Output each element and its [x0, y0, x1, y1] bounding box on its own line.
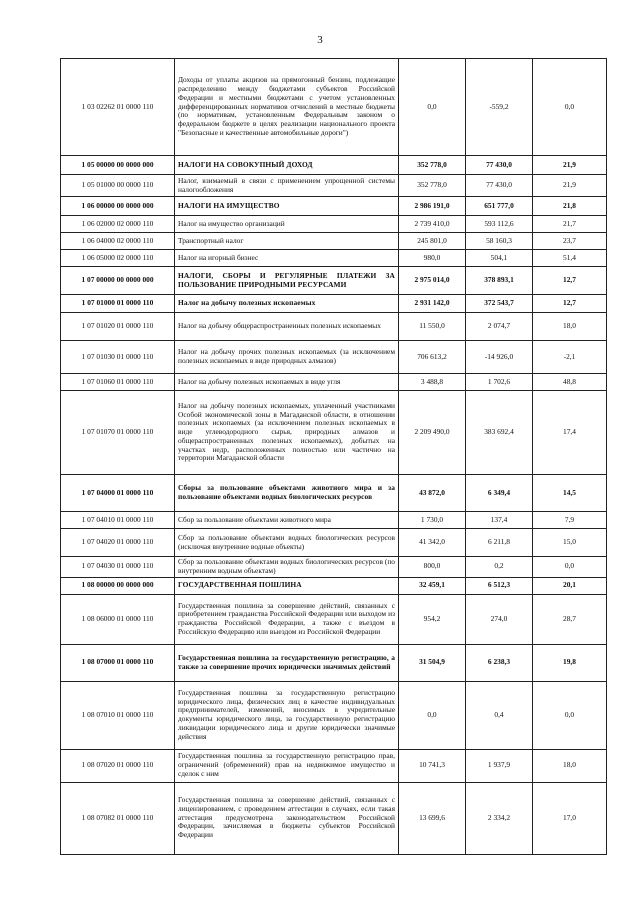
page-number: 3	[317, 34, 323, 46]
table-row	[61, 197, 607, 216]
budget-code-cell: 1 07 01000 01 0000 110	[61, 295, 175, 313]
revenue-name-cell: Сбор за пользование объектами водных биологических ресурсов (по внутренним водным объектам)	[175, 557, 399, 578]
table-row	[61, 577, 607, 594]
revenue-name-cell: НАЛОГИ НА ИМУЩЕСТВО	[175, 197, 399, 216]
budget-code-cell: 1 07 04000 01 0000 110	[61, 475, 175, 512]
plan-amount-cell: 11 550,0	[399, 313, 466, 341]
fact-amount-cell: 504,1	[466, 250, 533, 267]
table-row	[61, 59, 607, 156]
table-row	[61, 250, 607, 267]
fact-amount-cell: 77 430,0	[466, 175, 533, 197]
budget-code-cell: 1 08 06000 01 0000 110	[61, 594, 175, 644]
revenue-name-cell: Налог на добычу полезных ископаемых в виде угля	[175, 374, 399, 391]
plan-amount-cell: 352 778,0	[399, 175, 466, 197]
plan-amount-cell: 0,0	[399, 681, 466, 749]
fact-amount-cell: 1 702,6	[466, 374, 533, 391]
budget-code-cell: 1 07 04010 01 0000 110	[61, 512, 175, 529]
plan-amount-cell: 41 342,0	[399, 529, 466, 557]
fact-amount-cell: -14 926,0	[466, 341, 533, 374]
table-row	[61, 594, 607, 644]
table-row	[61, 749, 607, 782]
table-row	[61, 374, 607, 391]
fact-amount-cell: 274,0	[466, 594, 533, 644]
revenue-name-cell: Государственная пошлина за совершение действий, связанных с приобретением гражданства Российской Федерации или выходом из гражданства Российской Федерации, а также с въездом в Российскую Федерацию или выездом из Российской Федерации	[175, 594, 399, 644]
plan-amount-cell: 3 488,8	[399, 374, 466, 391]
budget-code-cell: 1 07 00000 00 0000 000	[61, 267, 175, 295]
execution-percent-cell: 28,7	[533, 594, 607, 644]
revenue-name-cell: Государственная пошлина за государственную регистрацию, а также за совершение прочих юридически значимых действий	[175, 644, 399, 681]
budget-code-cell: 1 03 02262 01 0000 110	[61, 59, 175, 156]
table-row	[61, 681, 607, 749]
fact-amount-cell: 2 074,7	[466, 313, 533, 341]
revenue-name-cell: Сборы за пользование объектами животного мира и за пользование объектами водных биологических ресурсов	[175, 475, 399, 512]
revenue-name-cell: Сбор за пользование объектами животного мира	[175, 512, 399, 529]
table-row	[61, 512, 607, 529]
budget-code-cell: 1 05 01000 00 0000 110	[61, 175, 175, 197]
execution-percent-cell: 15,0	[533, 529, 607, 557]
budget-code-cell: 1 06 05000 02 0000 110	[61, 250, 175, 267]
plan-amount-cell: 2 739 410,0	[399, 216, 466, 233]
execution-percent-cell: 18,0	[533, 313, 607, 341]
plan-amount-cell: 706 613,2	[399, 341, 466, 374]
execution-percent-cell: 7,9	[533, 512, 607, 529]
revenue-name-cell: Транспортный налог	[175, 233, 399, 250]
fact-amount-cell: 378 893,1	[466, 267, 533, 295]
table-row	[61, 557, 607, 578]
table-row	[61, 475, 607, 512]
budget-code-cell: 1 08 07000 01 0000 110	[61, 644, 175, 681]
table-body	[61, 59, 607, 855]
plan-amount-cell: 980,0	[399, 250, 466, 267]
plan-amount-cell: 954,2	[399, 594, 466, 644]
table-row	[61, 295, 607, 313]
table-row	[61, 175, 607, 197]
table-row	[61, 216, 607, 233]
execution-percent-cell: 14,5	[533, 475, 607, 512]
revenue-name-cell: Налог на игорный бизнес	[175, 250, 399, 267]
execution-percent-cell: 51,4	[533, 250, 607, 267]
table-row	[61, 529, 607, 557]
revenue-name-cell: Налог на добычу полезных ископаемых, уплаченный участниками Особой экономической зоны в Магаданской области, в отношении полезных ископаемых (за исключением полезных ископаемых в виде углеводородного сырья, природных алмазов и общераспространенных полезных ископаемых), добытых на участках недр, расположенных полностью или частично на территории Магаданской области	[175, 391, 399, 475]
budget-code-cell: 1 05 00000 00 0000 000	[61, 156, 175, 175]
plan-amount-cell: 0,0	[399, 59, 466, 156]
fact-amount-cell: 6 349,4	[466, 475, 533, 512]
budget-code-cell: 1 07 01070 01 0000 110	[61, 391, 175, 475]
table-row	[61, 156, 607, 175]
execution-percent-cell: 20,1	[533, 577, 607, 594]
budget-code-cell: 1 07 01020 01 0000 110	[61, 313, 175, 341]
fact-amount-cell: 6 512,3	[466, 577, 533, 594]
revenue-table	[60, 58, 607, 855]
revenue-name-cell: Сбор за пользование объектами водных биологических ресурсов (исключая внутренние водные объекты)	[175, 529, 399, 557]
revenue-name-cell: Государственная пошлина за государственную регистрацию прав, ограничений (обременений) прав на недвижимое имущество и сделок с ним	[175, 749, 399, 782]
plan-amount-cell: 2 209 490,0	[399, 391, 466, 475]
fact-amount-cell: 372 543,7	[466, 295, 533, 313]
table-row	[61, 644, 607, 681]
fact-amount-cell: 77 430,0	[466, 156, 533, 175]
table-row	[61, 391, 607, 475]
budget-code-cell: 1 08 07082 01 0000 110	[61, 782, 175, 854]
execution-percent-cell: 21,7	[533, 216, 607, 233]
execution-percent-cell: 18,0	[533, 749, 607, 782]
fact-amount-cell: 137,4	[466, 512, 533, 529]
execution-percent-cell: 48,8	[533, 374, 607, 391]
budget-code-cell: 1 07 01030 01 0000 110	[61, 341, 175, 374]
revenue-name-cell: НАЛОГИ, СБОРЫ И РЕГУЛЯРНЫЕ ПЛАТЕЖИ ЗА ПОЛЬЗОВАНИЕ ПРИРОДНЫМИ РЕСУРСАМИ	[175, 267, 399, 295]
revenue-name-cell: Налог на добычу полезных ископаемых	[175, 295, 399, 313]
execution-percent-cell: 0,0	[533, 557, 607, 578]
revenue-name-cell: Доходы от уплаты акцизов на прямогонный бензин, подлежащие распределению между бюджетами субъектов Российской Федерации и местными бюджетами с учетом установленных дифференцированных нормативов отчислений в местные бюджеты (по нормативам, установленным Федеральным законом о федеральном бюджете в целях реализации национального проекта "Безопасные и качественные автомобильные дороги")	[175, 59, 399, 156]
revenue-name-cell: ГОСУДАРСТВЕННАЯ ПОШЛИНА	[175, 577, 399, 594]
plan-amount-cell: 245 801,0	[399, 233, 466, 250]
execution-percent-cell: 21,9	[533, 175, 607, 197]
fact-amount-cell: 6 238,3	[466, 644, 533, 681]
plan-amount-cell: 32 459,1	[399, 577, 466, 594]
fact-amount-cell: 0,2	[466, 557, 533, 578]
table-row	[61, 313, 607, 341]
plan-amount-cell: 2 975 014,0	[399, 267, 466, 295]
budget-code-cell: 1 07 04020 01 0000 110	[61, 529, 175, 557]
revenue-name-cell: Налог на имущество организаций	[175, 216, 399, 233]
budget-code-cell: 1 08 07020 01 0000 110	[61, 749, 175, 782]
table-row	[61, 782, 607, 854]
revenue-name-cell: Налог, взимаемый в связи с применением упрощенной системы налогообложения	[175, 175, 399, 197]
execution-percent-cell: -2,1	[533, 341, 607, 374]
table-row	[61, 267, 607, 295]
execution-percent-cell: 17,4	[533, 391, 607, 475]
plan-amount-cell: 10 741,3	[399, 749, 466, 782]
execution-percent-cell: 0,0	[533, 681, 607, 749]
fact-amount-cell: 2 334,2	[466, 782, 533, 854]
execution-percent-cell: 23,7	[533, 233, 607, 250]
revenue-name-cell: НАЛОГИ НА СОВОКУПНЫЙ ДОХОД	[175, 156, 399, 175]
revenue-name-cell: Налог на добычу прочих полезных ископаемых (за исключением полезных ископаемых в виде природных алмазов)	[175, 341, 399, 374]
fact-amount-cell: 58 160,3	[466, 233, 533, 250]
execution-percent-cell: 19,8	[533, 644, 607, 681]
plan-amount-cell: 43 872,0	[399, 475, 466, 512]
budget-code-cell: 1 08 07010 01 0000 110	[61, 681, 175, 749]
plan-amount-cell: 352 778,0	[399, 156, 466, 175]
fact-amount-cell: 651 777,0	[466, 197, 533, 216]
budget-code-cell: 1 06 00000 00 0000 000	[61, 197, 175, 216]
plan-amount-cell: 31 504,9	[399, 644, 466, 681]
fact-amount-cell: 593 112,6	[466, 216, 533, 233]
budget-code-cell: 1 06 04000 02 0000 110	[61, 233, 175, 250]
plan-amount-cell: 1 730,0	[399, 512, 466, 529]
fact-amount-cell: 1 937,9	[466, 749, 533, 782]
table-row	[61, 341, 607, 374]
execution-percent-cell: 0,0	[533, 59, 607, 156]
fact-amount-cell: 383 692,4	[466, 391, 533, 475]
revenue-name-cell: Государственная пошлина за совершение действий, связанных с лицензированием, с проведением аттестации в случаях, если такая аттестация предусмотрена законодательством Российской Федерации, зачисляемая в бюджеты субъектов Российской Федерации	[175, 782, 399, 854]
execution-percent-cell: 21,9	[533, 156, 607, 175]
budget-code-cell: 1 07 04030 01 0000 110	[61, 557, 175, 578]
fact-amount-cell: 0,4	[466, 681, 533, 749]
execution-percent-cell: 21,8	[533, 197, 607, 216]
plan-amount-cell: 800,0	[399, 557, 466, 578]
execution-percent-cell: 12,7	[533, 267, 607, 295]
fact-amount-cell: 6 211,8	[466, 529, 533, 557]
budget-code-cell: 1 08 00000 00 0000 000	[61, 577, 175, 594]
fact-amount-cell: -559,2	[466, 59, 533, 156]
plan-amount-cell: 13 699,6	[399, 782, 466, 854]
execution-percent-cell: 17,0	[533, 782, 607, 854]
revenue-name-cell: Государственная пошлина за государственную регистрацию юридического лица, физических лиц в качестве индивидуальных предпринимателей, изменений, вносимых в учредительные документы юридического лица, за государственную регистрацию ликвидации юридического лица и другие юридически значимые действия	[175, 681, 399, 749]
plan-amount-cell: 2 931 142,0	[399, 295, 466, 313]
budget-code-cell: 1 06 02000 02 0000 110	[61, 216, 175, 233]
plan-amount-cell: 2 986 191,0	[399, 197, 466, 216]
table-row	[61, 233, 607, 250]
execution-percent-cell: 12,7	[533, 295, 607, 313]
revenue-name-cell: Налог на добычу общераспространенных полезных ископаемых	[175, 313, 399, 341]
budget-code-cell: 1 07 01060 01 0000 110	[61, 374, 175, 391]
